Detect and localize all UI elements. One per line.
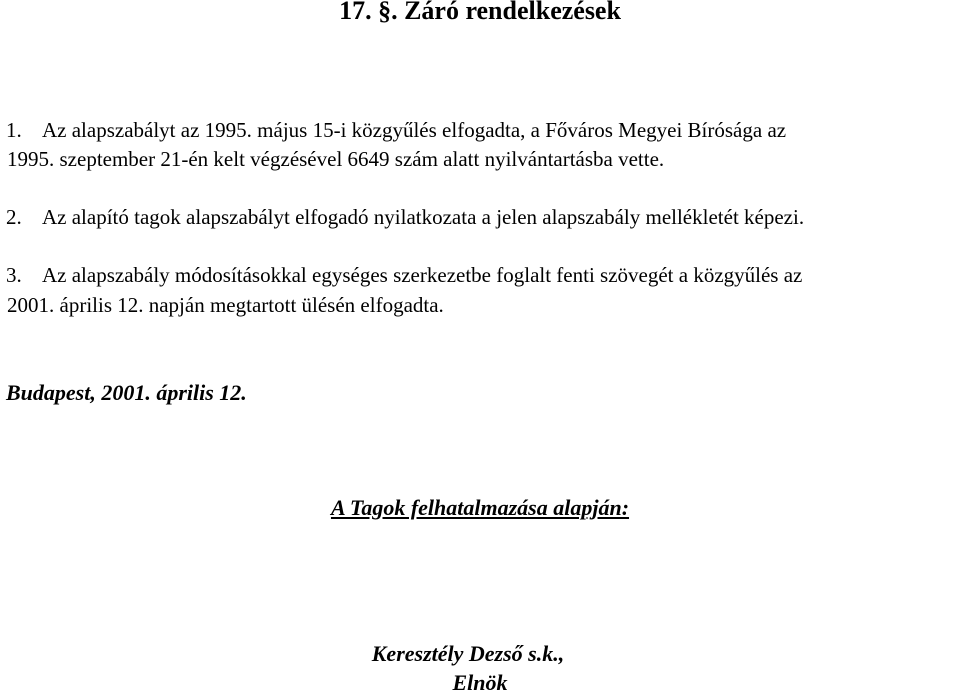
place-and-date: Budapest, 2001. április 12. xyxy=(6,380,247,405)
clause-3-text: Az alapszabály módosításokkal egységes szerkezetbe foglalt fenti szövegét a közgyűlés az xyxy=(42,263,803,287)
signatory-name: Keresztély Dezső s.k., xyxy=(371,641,565,666)
section-heading: 17. §. Záró rendelkezések xyxy=(339,0,621,25)
clause-1-number: 1. xyxy=(6,118,22,142)
clause-1-text: Az alapszabályt az 1995. május 15-i közgyűlés elfogadta, a Főváros Megyei Bírósága az xyxy=(42,118,787,142)
clause-1-line-1 xyxy=(6,117,786,143)
clause-2-text: Az alapító tagok alapszabályt elfogadó nyilatkozata a jelen alapszabály mellékletét képezi. xyxy=(42,205,805,229)
clause-2 xyxy=(6,204,804,230)
clause-2-number: 2. xyxy=(6,205,22,229)
clause-3-number: 3. xyxy=(6,263,22,287)
clause-3-line-2: 2001. április 12. napján megtartott ülésén elfogadta. xyxy=(7,293,444,317)
authority-line: A Tagok felhatalmazása alapján: xyxy=(330,495,630,520)
clause-1-line-2: 1995. szeptember 21-én kelt végzésével 6649 szám alatt nyilvántartásba vette. xyxy=(7,147,665,171)
clause-3-line-1 xyxy=(6,262,802,288)
signatory-role: Elnök xyxy=(452,670,508,695)
